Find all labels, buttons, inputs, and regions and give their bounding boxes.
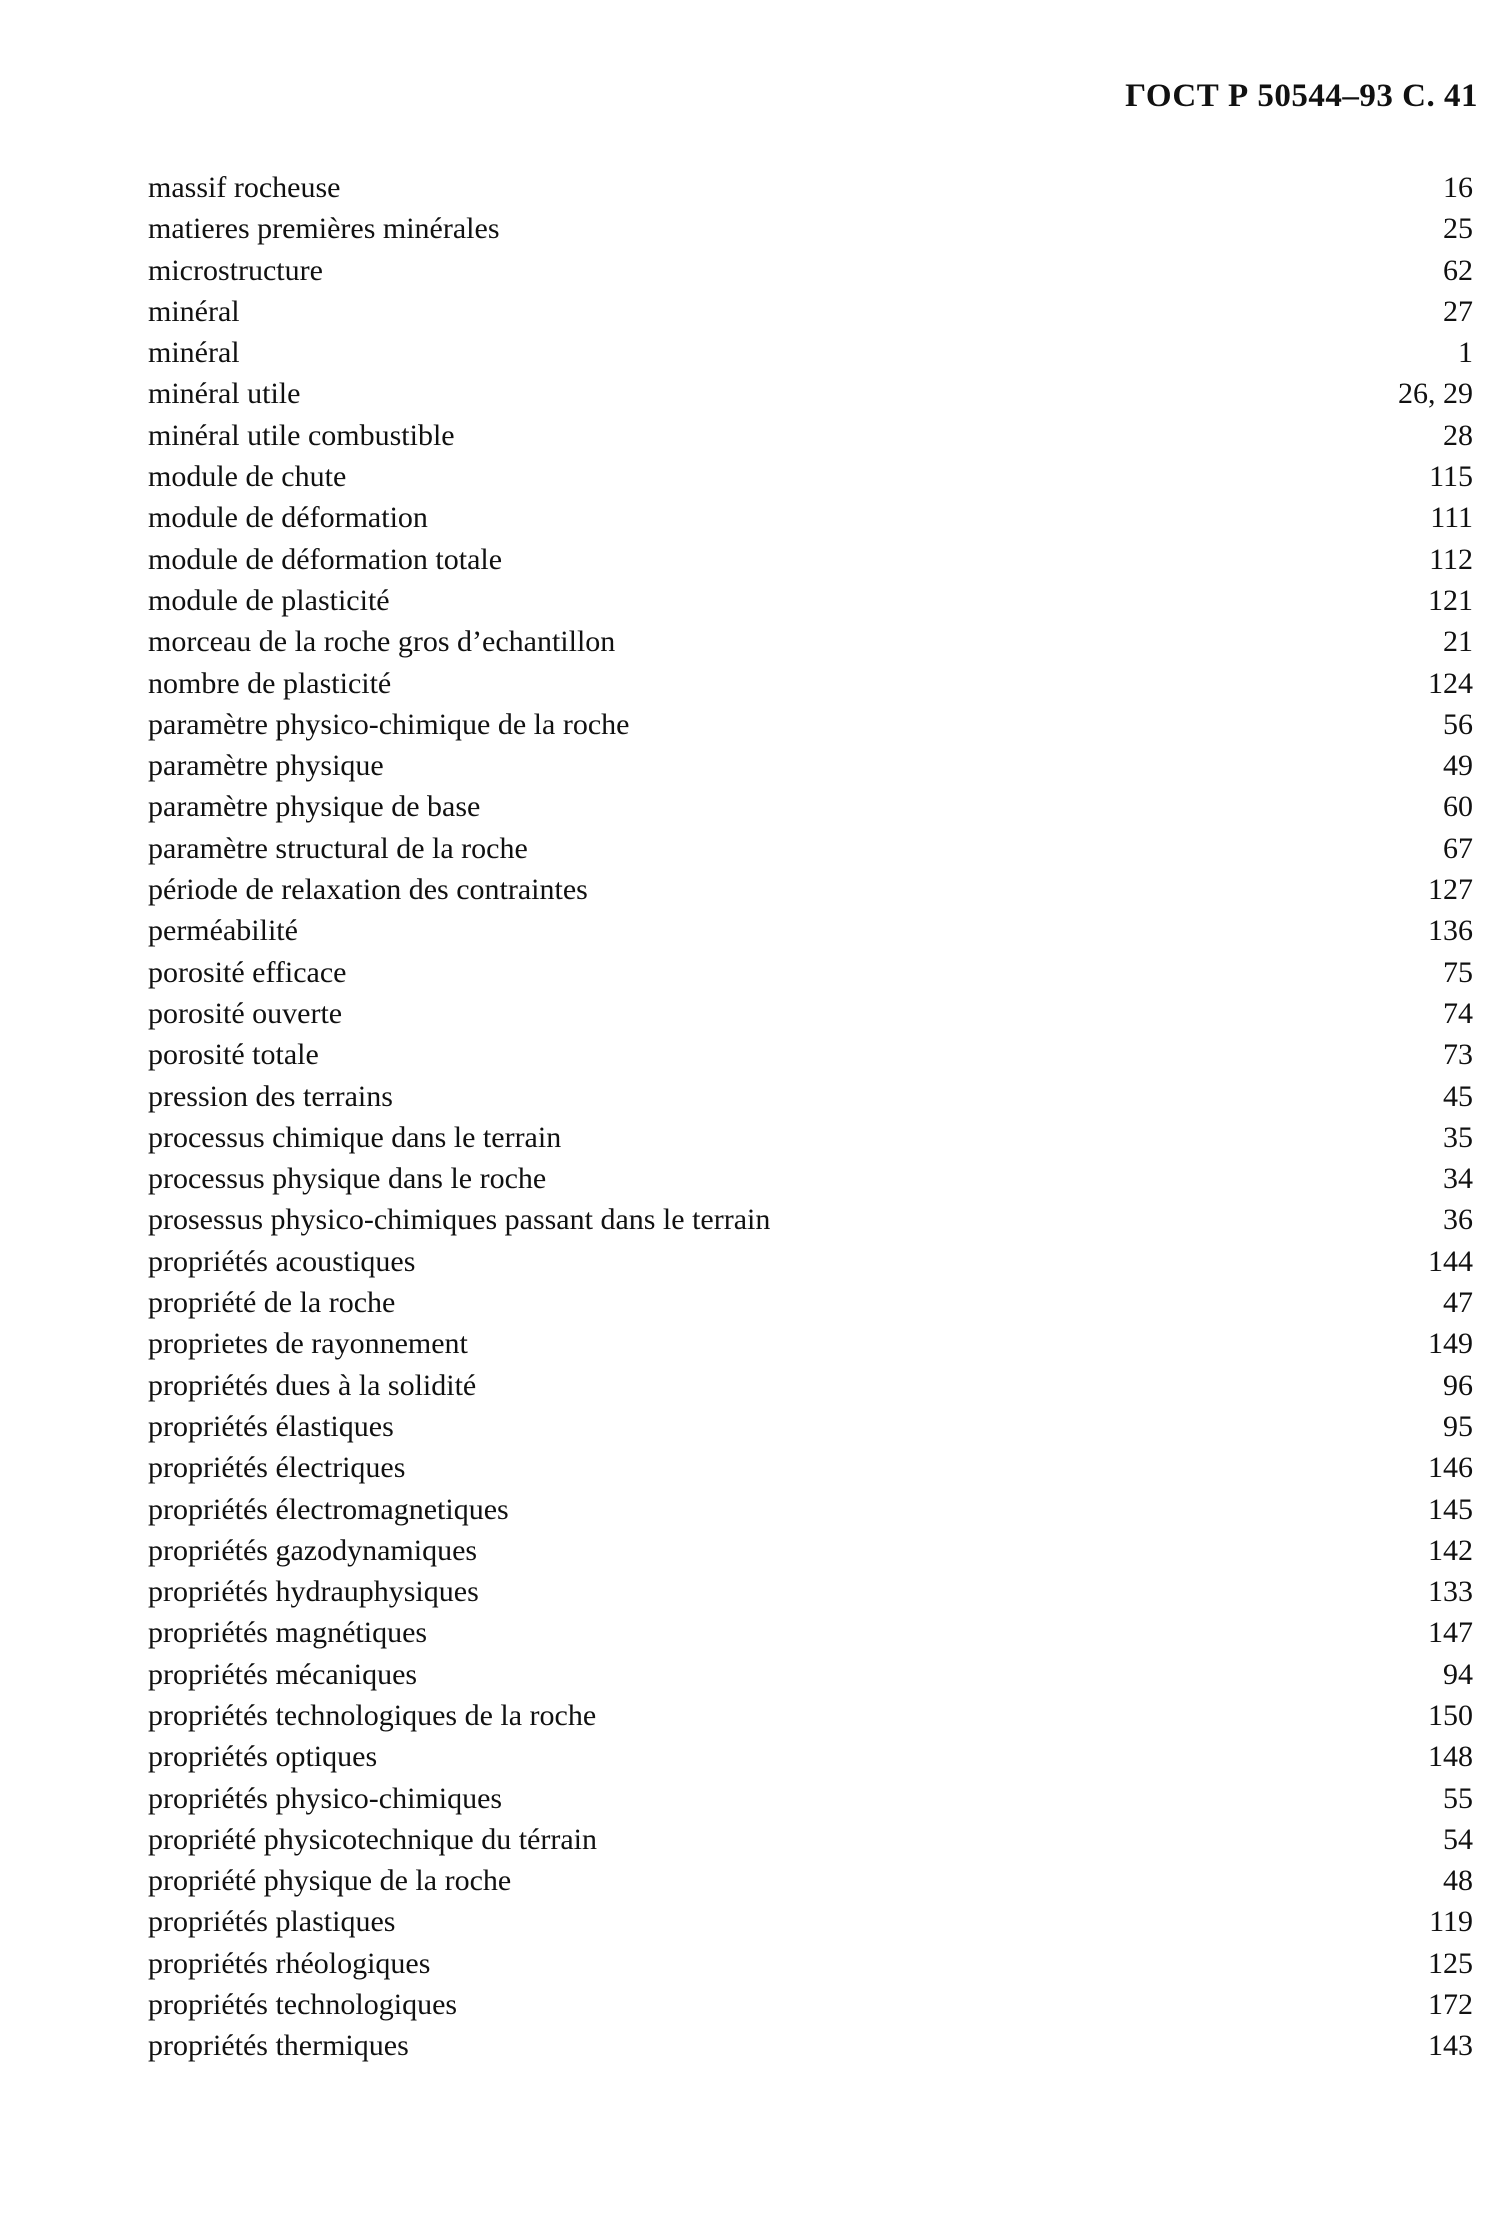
index-reference-number: 124	[1428, 666, 1473, 700]
index-term: nombre de plasticité	[148, 666, 392, 700]
index-entry	[148, 1282, 1473, 1323]
index-term: propriétés physico-chimiques	[148, 1781, 503, 1815]
index-reference-number: 74	[1443, 996, 1473, 1030]
index-reference-number: 150	[1428, 1698, 1473, 1732]
index-term: minéral utile	[148, 377, 301, 411]
index-reference-number: 136	[1428, 914, 1473, 948]
index-reference-number: 62	[1443, 253, 1473, 287]
index-entry	[148, 1571, 1473, 1612]
index-entry	[148, 1489, 1473, 1530]
index-term: propriétés magnétiques	[148, 1616, 428, 1650]
index-reference-number: 127	[1428, 873, 1473, 907]
index-entry	[148, 704, 1473, 745]
index-entry	[148, 497, 1473, 538]
index-entry	[148, 1654, 1473, 1695]
index-reference-number: 26, 29	[1398, 377, 1473, 411]
index-entry	[148, 250, 1473, 291]
index-term: minéral	[148, 294, 240, 328]
index-reference-number: 142	[1428, 1533, 1473, 1567]
index-term: propriétés technologiques	[148, 1988, 458, 2022]
index-entry	[148, 828, 1473, 869]
index-reference-number: 27	[1443, 294, 1473, 328]
index-reference-number: 55	[1443, 1781, 1473, 1815]
index-entry	[148, 1530, 1473, 1571]
index-entry	[148, 1736, 1473, 1777]
index-reference-number: 48	[1443, 1864, 1473, 1898]
index-reference-number: 144	[1428, 1244, 1473, 1278]
index-reference-number: 96	[1443, 1368, 1473, 1402]
index-term: propriétés gazodynamiques	[148, 1533, 478, 1567]
index-entry	[148, 291, 1473, 332]
index-term: morceau de la roche gros d’echantillon	[148, 625, 616, 659]
index-term: perméabilité	[148, 914, 298, 948]
index-entry	[148, 167, 1473, 208]
index-entry	[148, 786, 1473, 827]
index-term: période de relaxation des contraintes	[148, 873, 588, 907]
index-reference-number: 115	[1429, 460, 1473, 494]
index-reference-number: 149	[1428, 1327, 1473, 1361]
index-term: propriétés mécaniques	[148, 1657, 418, 1691]
index-entry	[148, 1901, 1473, 1942]
index-entry	[148, 1943, 1473, 1984]
index-term: processus physique dans le roche	[148, 1162, 547, 1196]
index-entry	[148, 1241, 1473, 1282]
index-entry	[148, 1819, 1473, 1860]
index-term: module de déformation	[148, 501, 428, 535]
index-term: paramètre physico-chimique de la roche	[148, 707, 630, 741]
index-term: propriétés rhéologiques	[148, 1946, 431, 1980]
index-entry	[148, 1158, 1473, 1199]
index-term: propriété de la roche	[148, 1286, 396, 1320]
index-reference-number: 47	[1443, 1286, 1473, 1320]
index-reference-number: 172	[1428, 1988, 1473, 2022]
index-term: propriété physique de la roche	[148, 1864, 512, 1898]
index-reference-number: 56	[1443, 707, 1473, 741]
index-entry	[148, 1323, 1473, 1364]
index-reference-number: 145	[1428, 1492, 1473, 1526]
index-term: prosessus physico-chimiques passant dans le terrain	[148, 1203, 771, 1237]
index-reference-number: 111	[1430, 501, 1473, 535]
page-header: ГОСТ Р 50544–93 С. 41	[1125, 78, 1478, 114]
index-entry	[148, 373, 1473, 414]
index-term: massif rocheuse	[148, 171, 341, 204]
index-entry	[148, 208, 1473, 249]
index-entry	[148, 456, 1473, 497]
index-term: microstructure	[148, 253, 323, 287]
index-reference-number: 119	[1429, 1905, 1473, 1939]
index-term: minéral	[148, 336, 240, 370]
index-term: paramètre physique de base	[148, 790, 481, 824]
index-term: porosité ouverte	[148, 996, 343, 1030]
index-reference-number: 148	[1428, 1740, 1473, 1774]
index-entry	[148, 910, 1473, 951]
index-term: propriétés élastiques	[148, 1409, 394, 1443]
index-term: porosité totale	[148, 1038, 319, 1072]
index-entry	[148, 1984, 1473, 2025]
index-term: propriétés technologiques de la roche	[148, 1698, 597, 1732]
index-term: propriétés acoustiques	[148, 1244, 416, 1278]
index-reference-number: 25	[1443, 212, 1473, 246]
index-entry	[148, 539, 1473, 580]
index-term: propriétés électromagnetiques	[148, 1492, 509, 1526]
index-entry	[148, 1612, 1473, 1653]
index-entry	[148, 1406, 1473, 1447]
index-entry	[148, 1076, 1473, 1117]
index-entry	[148, 993, 1473, 1034]
index-term: propriétés dues à la solidité	[148, 1368, 477, 1402]
index-reference-number: 133	[1428, 1575, 1473, 1609]
index-term: paramètre structural de la roche	[148, 831, 528, 865]
index-term: propriétés optiques	[148, 1740, 378, 1774]
index-reference-number: 112	[1429, 542, 1473, 576]
index-entry	[148, 1778, 1473, 1819]
index-entry	[148, 580, 1473, 621]
index-reference-number: 94	[1443, 1657, 1473, 1691]
index-term: propriétés hydrauphysiques	[148, 1575, 479, 1609]
index-entry	[148, 663, 1473, 704]
index-entry	[148, 332, 1473, 373]
index-reference-number: 143	[1428, 2029, 1473, 2063]
index-reference-number: 34	[1443, 1162, 1473, 1196]
index-term: pression des terrains	[148, 1079, 393, 1113]
index-term: proprietes de rayonnement	[148, 1327, 468, 1361]
index-reference-number: 54	[1443, 1822, 1473, 1856]
index-entry	[148, 621, 1473, 662]
index-reference-number: 49	[1443, 749, 1473, 783]
index-reference-number: 146	[1428, 1451, 1473, 1485]
index-entry	[148, 1695, 1473, 1736]
index-entry	[148, 1117, 1473, 1158]
index-reference-number: 35	[1443, 1120, 1473, 1154]
index-term: module de plasticité	[148, 583, 390, 617]
index-reference-number: 28	[1443, 418, 1473, 452]
index-list	[148, 167, 1473, 2067]
index-reference-number: 75	[1443, 955, 1473, 989]
index-term: propriétés thermiques	[148, 2029, 409, 2063]
index-entry	[148, 1365, 1473, 1406]
index-term: porosité efficace	[148, 955, 347, 989]
index-reference-number: 21	[1443, 625, 1473, 659]
index-term: matieres premières minérales	[148, 212, 500, 246]
index-reference-number: 36	[1443, 1203, 1473, 1237]
index-entry	[148, 1860, 1473, 1901]
index-reference-number: 121	[1428, 583, 1473, 617]
index-entry	[148, 1447, 1473, 1488]
index-reference-number: 73	[1443, 1038, 1473, 1072]
index-term: processus chimique dans le terrain	[148, 1120, 562, 1154]
index-entry	[148, 2025, 1473, 2066]
index-reference-number: 95	[1443, 1409, 1473, 1443]
index-term: propriétés plastiques	[148, 1905, 396, 1939]
index-entry	[148, 1199, 1473, 1240]
index-reference-number: 45	[1443, 1079, 1473, 1113]
index-entry	[148, 1034, 1473, 1075]
index-entry	[148, 952, 1473, 993]
index-term: paramètre physique	[148, 749, 384, 783]
index-reference-number: 1	[1458, 336, 1473, 370]
index-term: propriété physicotechnique du térrain	[148, 1822, 598, 1856]
index-term: minéral utile combustible	[148, 418, 455, 452]
index-term: module de chute	[148, 460, 347, 494]
index-reference-number: 125	[1428, 1946, 1473, 1980]
index-term: propriétés électriques	[148, 1451, 406, 1485]
index-reference-number: 60	[1443, 790, 1473, 824]
index-term: module de déformation totale	[148, 542, 503, 576]
index-entry	[148, 745, 1473, 786]
index-reference-number: 16	[1443, 171, 1473, 204]
index-reference-number: 147	[1428, 1616, 1473, 1650]
index-entry	[148, 415, 1473, 456]
index-reference-number: 67	[1443, 831, 1473, 865]
index-entry	[148, 869, 1473, 910]
